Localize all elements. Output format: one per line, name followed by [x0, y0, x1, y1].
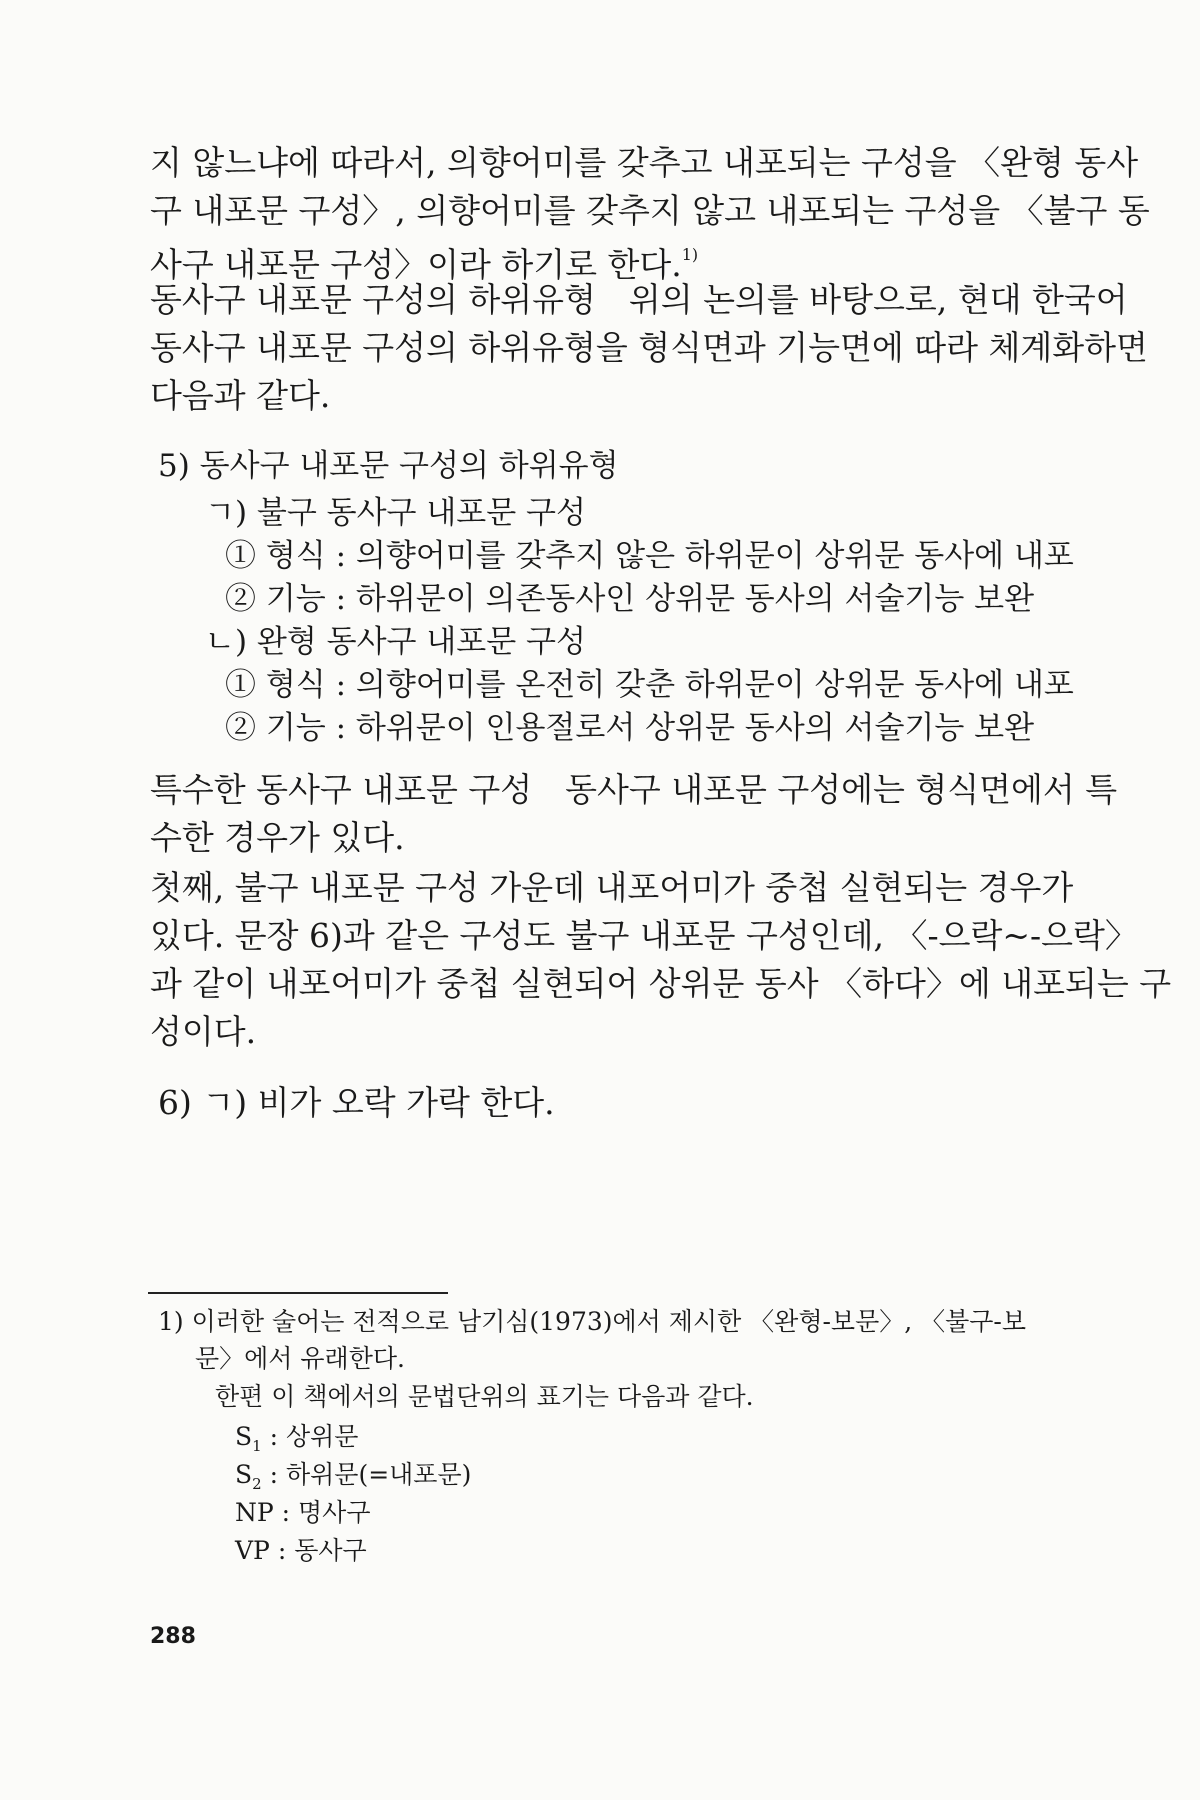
notation-s1	[235, 1420, 358, 1463]
body-text-line: 다음과 같다.	[150, 376, 331, 415]
notation-definition: : 하위문(=내포문)	[261, 1460, 472, 1489]
notation-vp: VP : 동사구	[235, 1536, 367, 1565]
body-text-line: 동사구 내포문 구성의 하위유형 위의 논의를 바탕으로, 현대 한국어	[150, 280, 1128, 319]
notation-definition: : 상위문	[261, 1422, 359, 1451]
body-text-line: 첫째, 불구 내포문 구성 가운데 내포어미가 중첩 실현되는 경우가	[150, 868, 1074, 907]
list-item: ② 기능 : 하위문이 의존동사인 상위문 동사의 서술기능 보완	[225, 581, 1035, 617]
notation-symbol: S	[235, 1422, 253, 1451]
notation-s2	[235, 1458, 471, 1501]
footnote-line: 1) 이러한 술어는 전적으로 남기심(1973)에서 제시한 〈완형-보문〉, 〈불구-보	[158, 1307, 1027, 1336]
example-sentence: 6) ㄱ) 비가 오락 가락 한다.	[158, 1083, 555, 1122]
list-subheading: ㄴ) 완형 동사구 내포문 구성	[205, 624, 586, 660]
notation-subscript: 2	[252, 1475, 262, 1493]
list-title: 5) 동사구 내포문 구성의 하위유형	[158, 448, 619, 484]
footnote-line: 문〉에서 유래한다.	[195, 1344, 405, 1373]
list-item: ① 형식 : 의향어미를 갖추지 않은 하위문이 상위문 동사에 내포	[225, 538, 1074, 574]
body-text-line: 동사구 내포문 구성의 하위유형을 형식면과 기능면에 따라 체계화하면	[150, 328, 1148, 367]
list-subheading: ㄱ) 불구 동사구 내포문 구성	[205, 495, 586, 531]
notation-subscript: 1	[252, 1437, 262, 1455]
footnote-reference: 1)	[681, 245, 699, 264]
body-text-line: 과 같이 내포어미가 중첩 실현되어 상위문 동사 〈하다〉에 내포되는 구	[150, 964, 1172, 1003]
notation-symbol: S	[235, 1460, 253, 1489]
body-text-line: 있다. 문장 6)과 같은 구성도 불구 내포문 구성인데, 〈-으락~-으락〉	[150, 916, 1138, 955]
body-text-line	[150, 239, 698, 285]
body-text-line: 특수한 동사구 내포문 구성 동사구 내포문 구성에는 형식면에서 특	[150, 770, 1118, 809]
list-item: ① 형식 : 의향어미를 온전히 갖춘 하위문이 상위문 동사에 내포	[225, 667, 1074, 703]
body-text-line: 구 내포문 구성〉, 의향어미를 갖추지 않고 내포되는 구성을 〈불구 동	[150, 191, 1150, 230]
footnote-line: 한편 이 책에서의 문법단위의 표기는 다음과 같다.	[215, 1382, 754, 1411]
page-number: 288	[150, 1624, 196, 1649]
notation-np: NP : 명사구	[235, 1498, 371, 1527]
footnote-separator	[148, 1292, 448, 1294]
list-item: ② 기능 : 하위문이 인용절로서 상위문 동사의 서술기능 보완	[225, 710, 1035, 746]
body-text-line: 지 않느냐에 따라서, 의향어미를 갖추고 내포되는 구성을 〈완형 동사	[150, 143, 1139, 182]
body-text-line: 성이다.	[150, 1012, 257, 1051]
body-text-line: 수한 경우가 있다.	[150, 818, 405, 857]
body-text: 사구 내포문 구성〉이라 하기로 한다.	[150, 245, 682, 284]
